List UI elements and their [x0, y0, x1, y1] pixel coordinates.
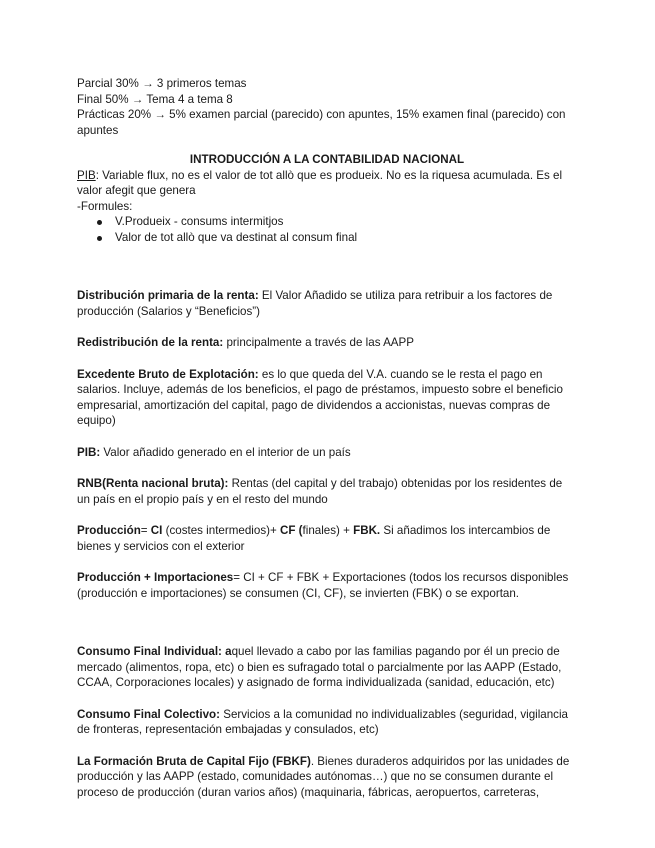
paragraph-text: . Bienes duraderos adquiridos por las unidades de producción y las AAPP (estado, comunidades autónomas…) que no se consumen durante el proceso de producción (duran varios años) (maquinaria, fábricas, aeropuertos, carreteras, [77, 754, 570, 799]
grading-line-final: Final 50% → Tema 4 a tema 8 [77, 92, 233, 106]
spacer [77, 601, 577, 644]
pib-term: PIB [77, 168, 96, 182]
paragraph-rnb [77, 476, 577, 507]
paragraph-pib [77, 445, 577, 461]
spacer [77, 738, 577, 754]
paragraph-term: Producción + Importaciones [77, 571, 234, 584]
paragraph-text: quel llevado a cabo por las familias pagando por él un precio de mercado (alimentos, ropa, etc) o bien es sufragado total o parcialmente por las AAPP (Estado, CCAA, Corporaciones locales) y asignado de forma individualizada (sanidad, educación, etc) [77, 645, 562, 689]
document-content [77, 76, 577, 800]
paragraph-text: principalmente a través de las AAPP [223, 336, 415, 349]
formules-label: -Formules: [77, 199, 133, 213]
paragraph-term: PIB: [77, 445, 101, 459]
paragraph-text: Servicios a la comunidad no individualizables (seguridad, vigilancia de fronteras, representación embajadas y consulados, etc) [77, 707, 569, 736]
produccion-text: Si añadimos los intercambios de bienes y servicios con el exterior [77, 524, 551, 553]
paragraph-term: La Formación Bruta de Capital Fijo (FBKF) [77, 754, 311, 768]
spacer [77, 351, 577, 367]
paragraph-prod-import [77, 570, 577, 601]
formules-item: Valor de tot allò que va destinat al consum final [115, 230, 577, 246]
produccion-fbk: FBK. [353, 524, 381, 537]
paragraph-fbkf [77, 754, 577, 801]
produccion-ci: CI [150, 524, 163, 537]
pib-definition [77, 168, 577, 199]
spacer [77, 554, 577, 570]
paragraph-redistribucion [77, 335, 577, 351]
paragraph-excedente [77, 367, 577, 429]
paragraph-text: Rentas (del capital y del trabajo) obtenidas por los residentes de un país en el propio país y en el resto del mundo [77, 477, 563, 506]
paragraph-term: Distribución primaria de la renta: [77, 289, 259, 302]
spacer [77, 460, 577, 476]
paragraph-term: RNB(Renta nacional bruta): [77, 477, 229, 490]
spacer [77, 691, 577, 707]
formules-item: V.Produeix - consums intermitjos [115, 214, 577, 230]
formules-list [77, 214, 577, 245]
spacer [77, 245, 577, 288]
produccion-text: = [140, 524, 151, 537]
spacer [77, 429, 577, 445]
spacer [77, 319, 577, 335]
paragraph-text: es lo que queda del V.A. cuando se le resta el pago en salarios. Incluye, además de los beneficios, el pago de préstamos, impuesto sobre el beneficio empresarial, amortización del capital, pago de dividendos a accionistas, nuevas compras de equipo) [77, 367, 563, 427]
paragraph-text: El Valor Añadido se utiliza para retribuir a los factores de producción (Salarios y “Beneficios”) [77, 289, 553, 318]
produccion-text: finales) + [302, 524, 354, 537]
section-title: INTRODUCCIÓN A LA CONTABILIDAD NACIONAL [189, 153, 465, 166]
pib-text: : Variable flux, no es el valor de tot allò que es produeix. No es la riquesa acumulada. Es el valor afegit que genera [77, 168, 563, 197]
produccion-cf: CF ( [279, 524, 303, 537]
paragraph-term: Consumo Final Colectivo: [77, 707, 220, 721]
paragraph-consumo-colectivo [77, 707, 577, 738]
paragraph-term: Redistribución de la renta: [77, 336, 224, 349]
paragraph-distribucion [77, 288, 577, 319]
paragraph-term: Consumo Final Individual: a [77, 645, 232, 658]
paragraph-text: = CI + CF + FBK + Exportaciones (todos los recursos disponibles (producción e importaciones) se consumen (CI, CF), se invierten (FBK) o se exportan. [77, 571, 569, 600]
produccion-text: (costes intermedios)+ [162, 524, 280, 537]
grading-line-practicas: Prácticas 20% → 5% examen parcial (parecido) con apuntes, 15% examen final (parecido) con apuntes [77, 108, 566, 137]
produccion-term: Producción [77, 524, 141, 537]
paragraph-text: Valor añadido generado en el interior de un país [100, 445, 351, 459]
grading-line-parcial: Parcial 30% → 3 primeros temas [77, 77, 247, 90]
paragraph-term: Excedente Bruto de Explotación: [77, 367, 259, 381]
spacer [77, 507, 577, 523]
paragraph-produccion [77, 523, 577, 554]
paragraph-consumo-individual [77, 644, 577, 691]
